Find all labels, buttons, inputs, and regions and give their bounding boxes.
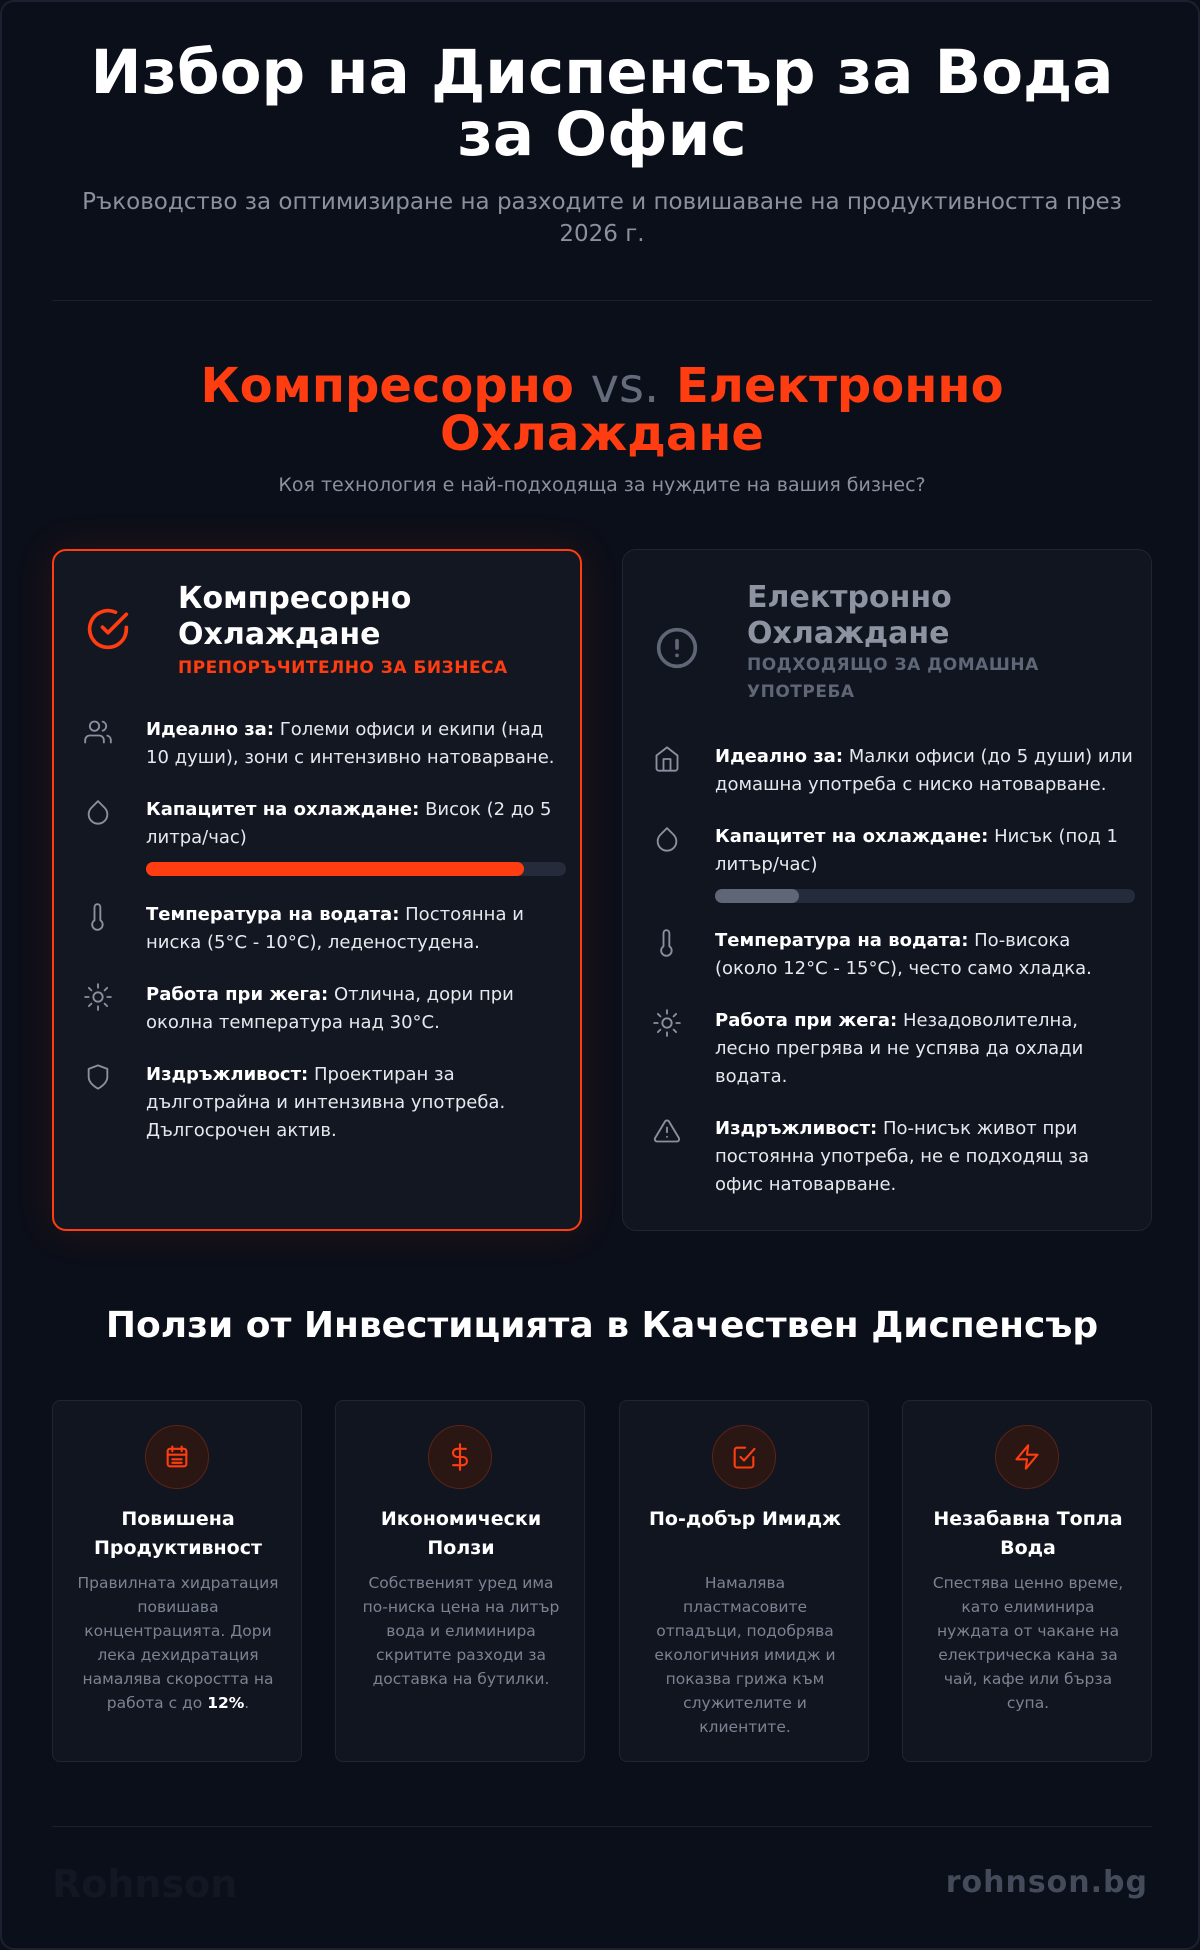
comparison-subtitle: Коя технология е най-подходяща за нуждите на вашия бизнес? xyxy=(278,474,926,496)
benefit-title: По-добър Имидж xyxy=(649,1508,841,1530)
feature-text: Идеално за: Големи офиси и екипи (над 10 души), зони с интензивно натоварване. xyxy=(146,719,555,768)
header xyxy=(52,37,1152,250)
benefit-title: Икономически Ползи xyxy=(380,1508,542,1559)
capacity-bar xyxy=(146,862,566,876)
benefits-title: Ползи от Инвестицията в Качествен Диспенсър xyxy=(105,1305,1099,1346)
benefit-text: Собственият уред има по-ниска цена на литър вода и елиминира скритите разходи за доставка на бутилки. xyxy=(362,1574,560,1688)
capacity-bar-fill xyxy=(715,889,799,903)
benefit-text: Намалява пластмасовите отпадъци, подобрява екологичния имидж и показва грижа към служителите и клиентите. xyxy=(654,1574,836,1736)
feature-text: Издръжливост: Проектиран за дълготрайна и интензивна употреба. Дългосрочен актив. xyxy=(146,1064,506,1141)
comparison-title xyxy=(52,358,1152,462)
benefit-text: Спестява ценно време, като елиминира нуждата от чакане на електрическа кана за чай, кафе или бърза супа. xyxy=(932,1574,1124,1712)
shield-icon xyxy=(84,1063,112,1091)
feature-text: Температура на водата: По-висока (около 12°C - 15°C), често само хладка. xyxy=(715,930,1092,979)
electronic-card xyxy=(622,549,1152,1231)
bolt-icon xyxy=(1013,1443,1041,1471)
sun-icon xyxy=(653,1009,681,1037)
benefit-card-economic xyxy=(335,1400,585,1762)
feature-text: Температура на водата: Постоянна и ниска (5°C - 10°C), леденостудена. xyxy=(146,904,524,953)
comparison-title-right: Електронно Охлаждане xyxy=(440,358,1004,462)
feature-text: Идеално за: Малки офиси (до 5 души) или домашна употреба с ниско натоварване. xyxy=(715,746,1133,795)
page-title: Избор на Диспенсър за Вода за Офис xyxy=(90,37,1114,170)
footer-site-link[interactable]: rohnson.bg xyxy=(945,1865,1148,1900)
droplet-icon xyxy=(653,825,681,853)
benefit-icon xyxy=(145,1425,209,1489)
footer-logo: Rohnson xyxy=(52,1862,238,1906)
feature-text: Работа при жега: Незадоволителна, лесно прегрява и не успява да охлади водата. xyxy=(715,1010,1084,1087)
benefit-icon xyxy=(428,1425,492,1489)
compressor-title: Компресорно Охлаждане xyxy=(178,581,412,652)
sun-icon xyxy=(84,983,112,1011)
vs-label: vs. xyxy=(590,358,660,414)
calendar-icon xyxy=(163,1443,191,1471)
benefit-title: Повишена Продуктивност xyxy=(94,1508,262,1559)
benefit-text: Правилната хидратация повишава концентрацията. Дори лека дехидратация намалява скоростта на работа с до 12%. xyxy=(77,1574,279,1712)
check-circle-icon xyxy=(86,607,130,651)
clipboard-check-icon xyxy=(730,1443,758,1471)
benefit-card-image xyxy=(619,1400,869,1762)
droplet-icon xyxy=(84,798,112,826)
electronic-tag: ПОДХОДЯЩО ЗА ДОМАШНА УПОТРЕБА xyxy=(747,655,1039,702)
benefit-title: Незабавна Топла Вода xyxy=(933,1508,1123,1559)
alert-circle-icon xyxy=(655,626,699,670)
feature-text: Капацитет на охлаждане: Висок (2 до 5 литра/час) xyxy=(146,799,552,848)
capacity-bar xyxy=(715,889,1135,903)
compressor-tag: ПРЕПОРЪЧИТЕЛНО ЗА БИЗНЕСА xyxy=(178,658,508,678)
thermometer-icon xyxy=(653,929,681,957)
electronic-title: Електронно Охлаждане xyxy=(747,580,952,651)
benefit-card-productivity xyxy=(52,1400,302,1762)
page-subtitle: Ръководство за оптимизиране на разходите и повишаване на продуктивността през 2026 г. xyxy=(82,189,1122,247)
benefit-icon xyxy=(712,1425,776,1489)
feature-text: Капацитет на охлаждане: Нисък (под 1 литър/час) xyxy=(715,826,1118,875)
divider xyxy=(52,300,1152,301)
compressor-card xyxy=(52,549,582,1231)
warning-icon xyxy=(653,1117,681,1145)
footer-divider xyxy=(52,1826,1152,1827)
thermometer-icon xyxy=(84,903,112,931)
comparison-title-left: Компресорно xyxy=(200,358,574,414)
feature-text: Работа при жега: Отлична, дори при околна температура над 30°C. xyxy=(146,984,514,1033)
dollar-icon xyxy=(446,1443,474,1471)
benefit-icon xyxy=(995,1425,1059,1489)
benefit-card-hot-water xyxy=(902,1400,1152,1762)
home-icon xyxy=(653,745,681,773)
users-icon xyxy=(84,718,112,746)
feature-text: Издръжливост: По-нисък живот при постоянна употреба, не е подходящ за офис натоварване. xyxy=(715,1118,1090,1195)
capacity-bar-fill xyxy=(146,862,524,876)
